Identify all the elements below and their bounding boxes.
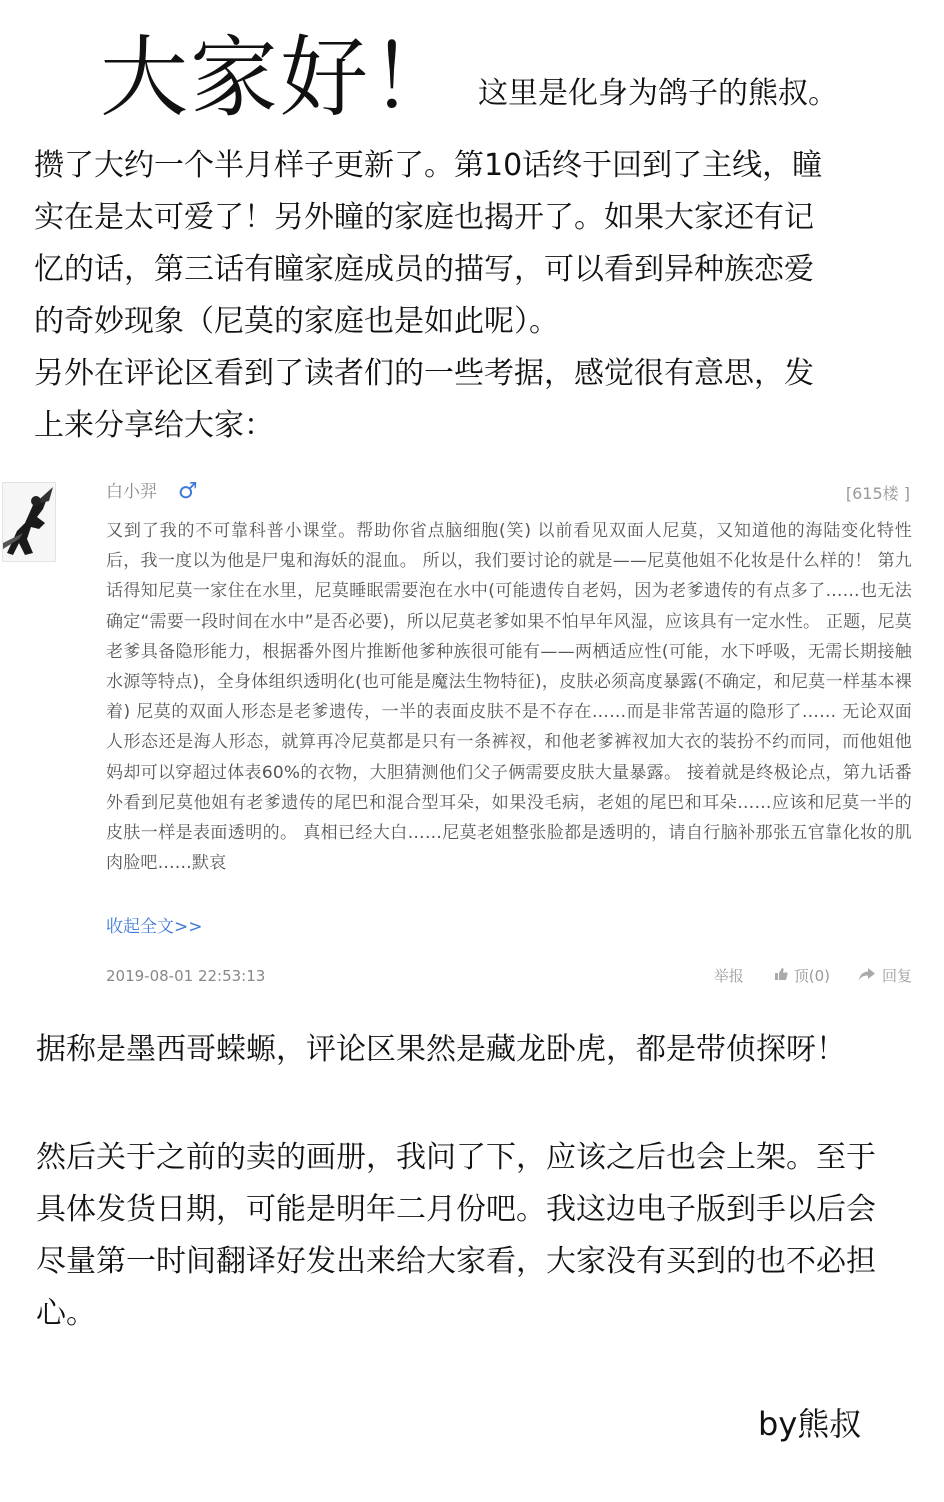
- reply-label: 回复: [881, 967, 912, 985]
- intro-line: 攒了大约一个半月样子更新了。第10话终于回到了主线，瞳: [34, 148, 823, 183]
- like-label: 顶(0): [793, 967, 830, 985]
- artbook-paragraph: [36, 1132, 920, 1340]
- avatar[interactable]: [2, 482, 56, 562]
- floor-number: [615楼 ]: [845, 484, 910, 503]
- intro-line: 另外在评论区看到了读者们的一些考据，感觉很有意思，发: [34, 356, 814, 391]
- artbook-line: 然后关于之前的卖的画册，我问了下，应该之后也会上架。至于: [36, 1140, 876, 1175]
- avatar-image: [3, 483, 55, 561]
- thumbs-up-icon: [774, 965, 788, 987]
- artbook-line: 具体发货日期，可能是明年二月份吧。我这边电子版到手以后会: [36, 1192, 876, 1227]
- report-button[interactable]: [714, 965, 744, 987]
- artbook-line: 心。: [36, 1296, 96, 1331]
- username[interactable]: 白小羿: [106, 482, 157, 502]
- comment-timestamp: 2019-08-01 22:53:13: [106, 967, 266, 985]
- signature: by熊叔: [758, 1405, 862, 1443]
- artbook-line: 尽量第一时间翻译好发出来给大家看，大家没有买到的也不必担: [36, 1244, 876, 1279]
- greeting-subtitle: 这里是化身为鸽子的熊叔。: [478, 76, 838, 111]
- intro-line: 的奇妙现象（尼莫的家庭也是如此呢）。: [34, 304, 559, 339]
- report-label: 举报: [713, 967, 744, 985]
- collapse-full-text-link[interactable]: 收起全文>>: [106, 917, 203, 937]
- like-button[interactable]: [774, 965, 830, 987]
- comment-screenshot: [0, 468, 944, 1008]
- reply-button[interactable]: [858, 965, 912, 987]
- comment-actions: [714, 965, 912, 987]
- share-arrow-icon: [858, 965, 876, 987]
- comment-text: 又到了我的不可靠科普小课堂。帮助你省点脑细胞(笑) 以前看见双面人尼莫，又知道他的海陆变化特性后，我一度以为他是尸鬼和海妖的混血。 所以，我们要讨论的就是——尼莫他姐不化妆是什么样的！ 第九话得知尼莫一家住在水里，尼莫睡眠需要泡在水中(可能遗传自老妈，因为老爹遗传的有点多了……也无法确定“需要一段时间在水中”是否必要)，所以尼莫老爹如果不怕早年风湿，应该具有一定水性。 正题，尼莫老爹具备隐形能力，根据番外图片推断他爹种族很可能有——两栖适应性(可能，水下呼吸，无需长期接触水源等特点)，全身体组织透明化(也可能是魔法生物特征)，皮肤必须高度暴露(不确定，和尼莫一样基本裸着) 尼莫的双面人形态是老爹遗传，一半的表面皮肤不是不存在……而是非常苦逼的隐形了…… 无论双面人形态还是海人形态，就算再冷尼莫都是只有一条裤衩，和他老爹裤衩加大衣的装扮不约而同，而他姐他妈却可以穿超过体表60%的衣物，大胆猜测他们父子俩需要皮肤大量暴露。 接着就是终极论点，第九话番外看到尼莫他姐有老爹遗传的尾巴和混合型耳朵，如果没毛病，老姐的尾巴和耳朵……应该和尼莫一半的皮肤一样是表面透明的。 真相已经大白……尼莫老姐整张脸都是透明的，请自行脑补那张五官靠化妆的肌肉脸吧……默哀: [106, 521, 912, 874]
- intro-line: 实在是太可爱了！另外瞳的家庭也揭开了。如果大家还有记: [34, 200, 814, 235]
- intro-line: 忆的话，第三话有瞳家庭成员的描写，可以看到异种族恋爱: [34, 252, 814, 287]
- intro-paragraph: [34, 140, 884, 452]
- intro-line: 上来分享给大家：: [34, 408, 274, 443]
- greeting-title: 大家好！: [100, 26, 461, 129]
- comment-remark: 据称是墨西哥蝾螈，评论区果然是藏龙卧虎，都是带侦探呀！: [36, 1032, 846, 1067]
- male-icon: ♂: [178, 479, 198, 504]
